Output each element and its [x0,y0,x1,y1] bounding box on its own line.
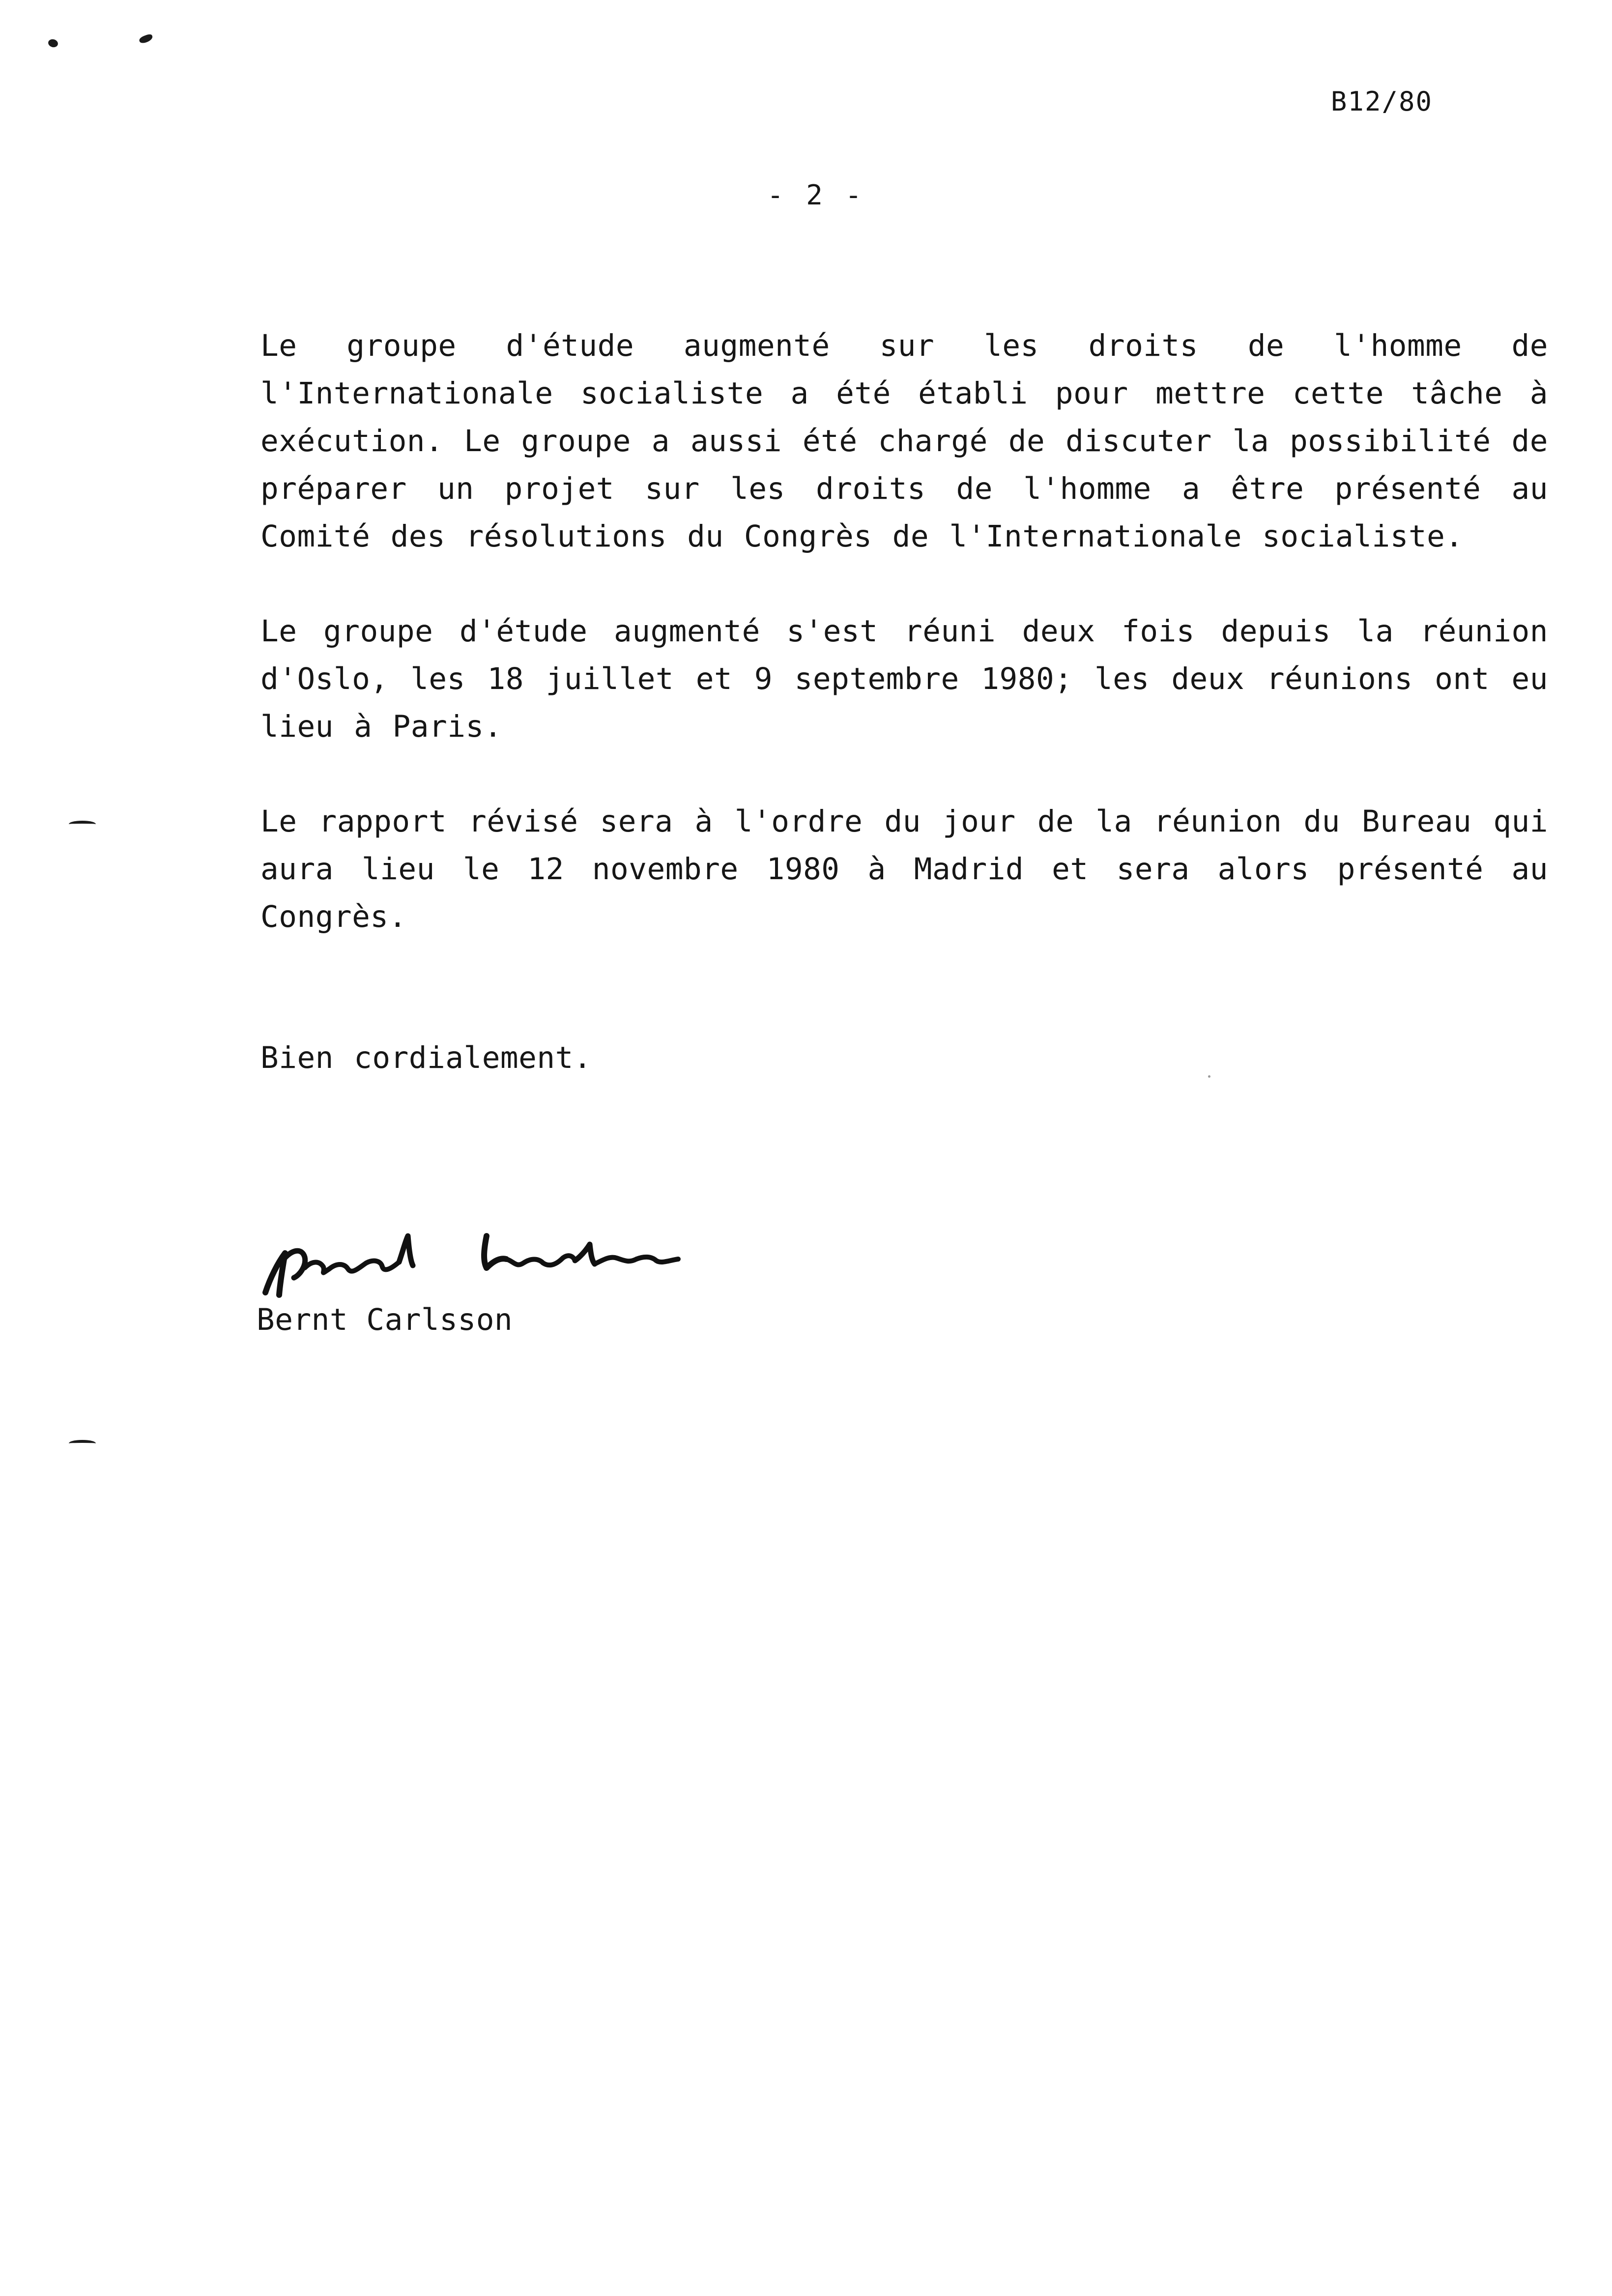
scan-dot-mark [47,38,58,49]
document-reference: B12/80 [1330,86,1433,117]
signature-graphic [256,1214,698,1307]
closing-line: Bien cordialement. [260,1040,592,1075]
body-paragraph: Le groupe d'étude augmenté sur les droits de l'homme de l'Internationale socialiste a été établi pour mettre cette tâche à exécution. Le groupe a aussi été chargé de discuter la possibilité de préparer un projet sur les droits de l'homme a être présenté au Comité des résolutions du Congrès de l'Internationale socialiste. [260,328,1548,554]
page-number: - 2 - [767,179,865,211]
letter-body [260,322,1548,1082]
body-paragraph: Le groupe d'étude augmenté s'est réuni deux fois depuis la réunion d'Oslo, les 18 juillet et 9 septembre 1980; les deux réunions ont eu lieu à Paris. [260,614,1548,744]
signer-name: Bernt Carlsson [257,1302,513,1337]
handwritten-signature-icon [256,1214,737,1307]
punch-hole-mark [69,1440,96,1447]
body-paragraph: Le rapport révisé sera à l'ordre du jour de la réunion du Bureau qui aura lieu le 12 novembre 1980 à Madrid et sera alors présenté au Congrès. [260,804,1548,934]
scan-dot-mark [138,33,153,45]
punch-hole-mark [69,821,96,828]
